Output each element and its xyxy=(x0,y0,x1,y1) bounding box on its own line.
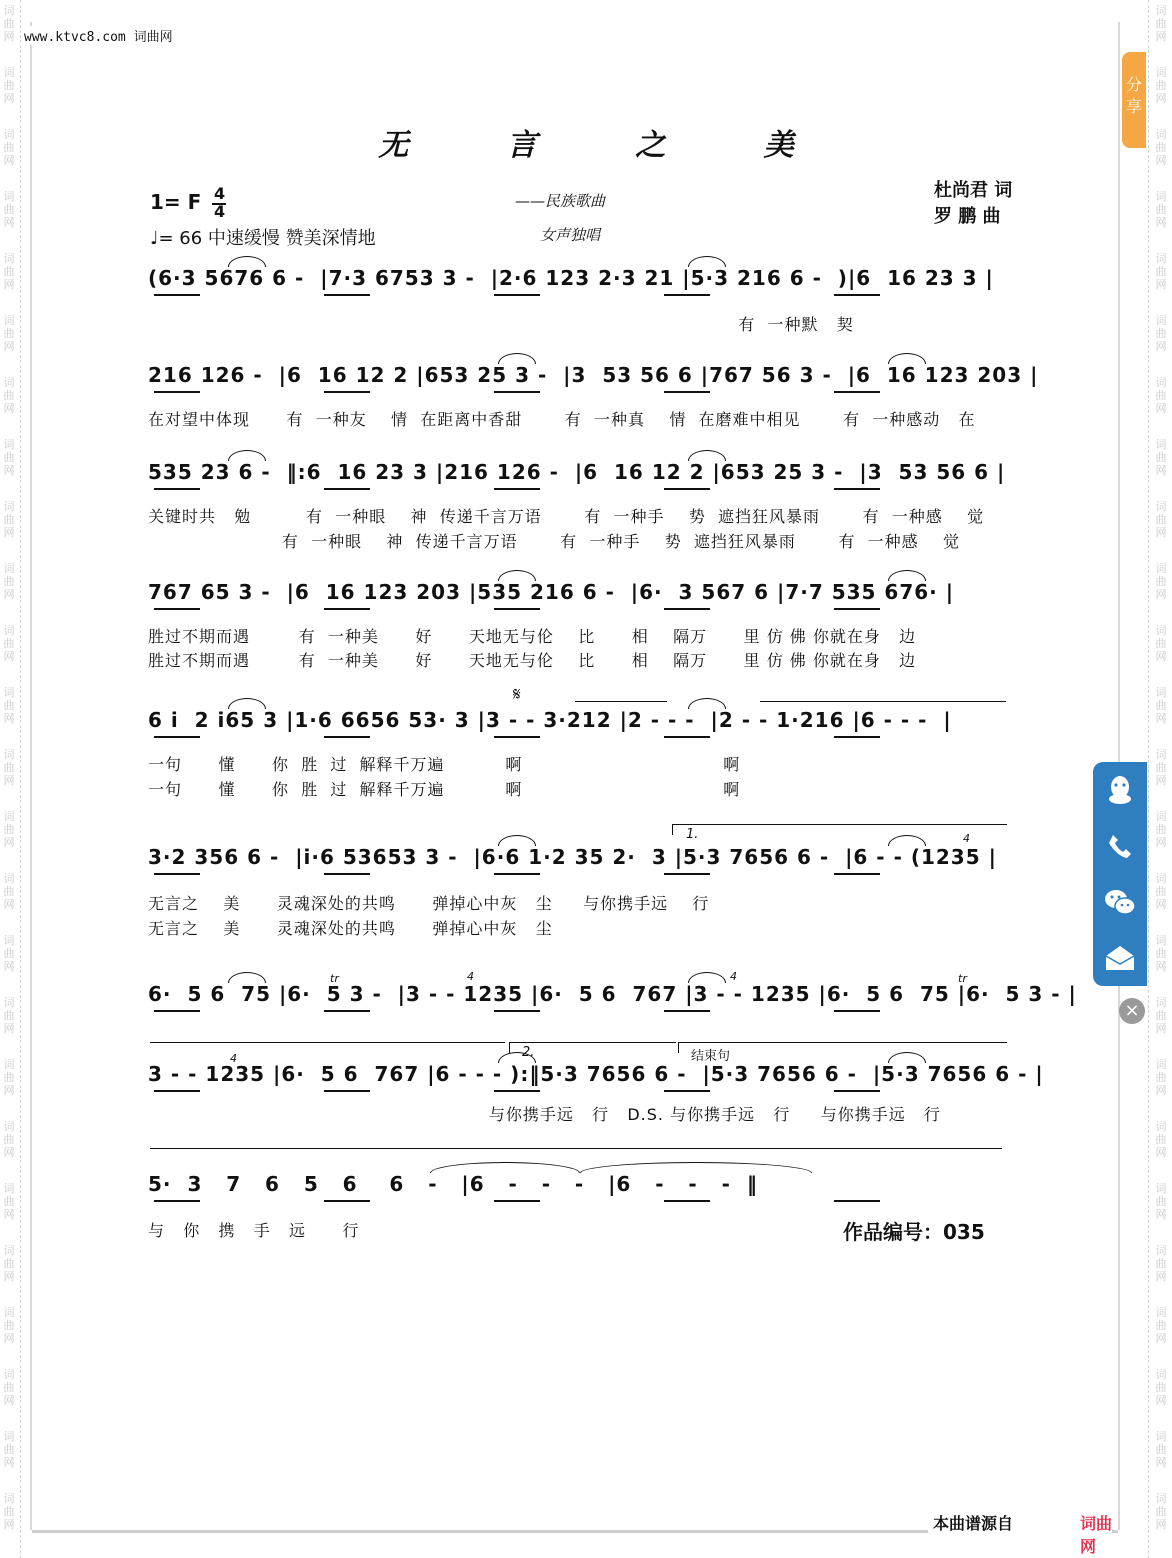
lyric-line: 与 你 携 手 远 行 xyxy=(148,1221,360,1240)
beam-line xyxy=(154,608,200,610)
watermark-glyph-group: 词 曲 网 xyxy=(1155,748,1167,787)
phrase-line xyxy=(575,701,667,702)
beam-line xyxy=(324,488,370,490)
beam-line xyxy=(664,736,710,738)
lyric-line: 无言之 美 灵魂深处的共鸣 弹掉心中灰 尘 xyxy=(148,919,553,938)
mail-share-button[interactable] xyxy=(1093,930,1147,986)
watermark-glyph-group: 词 曲 网 xyxy=(3,128,15,167)
source-footer xyxy=(928,1508,1113,1556)
time-signature-bottom: 4 xyxy=(214,202,226,221)
lyric-line: 有 一种默 契 xyxy=(148,315,854,334)
beam-line xyxy=(494,736,540,738)
watermark-glyph-group: 词 曲 网 xyxy=(3,934,15,973)
beam-line xyxy=(324,391,370,393)
phrase-line xyxy=(150,1148,1002,1149)
composer-credit: 罗 鹏 曲 xyxy=(934,206,1001,227)
beam-line xyxy=(154,1090,200,1092)
beam-line xyxy=(154,294,200,296)
guide-line xyxy=(20,0,21,1558)
watermark-glyph-group: 词 曲 网 xyxy=(3,872,15,911)
beam-line xyxy=(664,608,710,610)
first-ending-bracket xyxy=(672,824,1007,835)
watermark-glyph-group: 词 曲 网 xyxy=(3,438,15,477)
beam-line xyxy=(324,1090,370,1092)
watermark-glyph-group: 词 曲 网 xyxy=(3,1368,15,1407)
beam-line xyxy=(834,1200,880,1202)
watermark-glyph-group: 词 曲 网 xyxy=(3,314,15,353)
watermark-glyph-group: 词 曲 网 xyxy=(3,4,15,43)
watermark-glyph-group: 词 曲 网 xyxy=(3,1058,15,1097)
watermark-glyph-group: 词 曲 网 xyxy=(3,1306,15,1345)
beam-line xyxy=(494,488,540,490)
watermark-glyph-group: 词 曲 网 xyxy=(1155,438,1167,477)
voice-label: 女声独唱 xyxy=(540,226,601,244)
source-prefix: 本曲谱源自 xyxy=(933,1514,1014,1533)
watermark-glyph-group: 词 曲 网 xyxy=(1155,252,1167,291)
beam-line xyxy=(154,1010,200,1012)
beam-line xyxy=(324,873,370,875)
wechat-icon xyxy=(1103,887,1137,917)
beam-line xyxy=(154,736,200,738)
tempo-marking: ♩= 66 中速缓慢 赞美深情地 xyxy=(150,228,376,249)
watermark-glyph-group: 词 曲 网 xyxy=(1155,1244,1167,1283)
watermark-glyph-group: 词 曲 网 xyxy=(1155,1430,1167,1469)
trill-mark: tr xyxy=(330,972,339,985)
watermark-glyph-group: 词 曲 网 xyxy=(3,1430,15,1469)
key-signature: 1= F xyxy=(150,190,202,214)
watermark-glyph-group: 词 曲 网 xyxy=(1155,562,1167,601)
watermark-glyph-group: 词 曲 网 xyxy=(1155,1120,1167,1159)
beam-line xyxy=(664,873,710,875)
watermark-glyph-group: 词 曲 网 xyxy=(1155,934,1167,973)
wechat-share-button[interactable] xyxy=(1093,874,1147,930)
note-line: (6·3 5676 6 - |7·3 6753 3 - |2·6 123 2·3 21 |5·3 216 6 - )|6 16 23 3 | xyxy=(148,266,994,290)
first-ending-label: 1. xyxy=(686,827,699,842)
beam-line xyxy=(494,1200,540,1202)
phrase-line xyxy=(760,701,1006,702)
beam-line xyxy=(494,391,540,393)
beam-line xyxy=(154,391,200,393)
lyricist-credit: 杜尚君 词 xyxy=(934,180,1013,201)
beam-line xyxy=(664,1090,710,1092)
tuplet-mark: 4 xyxy=(963,832,970,845)
watermark-glyph-group: 词 曲 网 xyxy=(1155,1368,1167,1407)
share-label: 分享 xyxy=(1126,75,1143,116)
beam-line xyxy=(154,1200,200,1202)
beam-line xyxy=(664,1200,710,1202)
note-line: 767 65 3 - |6 16 123 203 |535 216 6 - |6· 3 567 6 |7·7 535 676· | xyxy=(148,580,955,604)
lyric-line: 与你携手远 行 D.S. 与你携手远 行 与你携手远 行 xyxy=(148,1105,942,1124)
beam-line xyxy=(324,1200,370,1202)
beam-line xyxy=(834,873,880,875)
beam-line xyxy=(324,736,370,738)
watermark-glyph-group: 词 曲 网 xyxy=(3,1492,15,1531)
watermark-glyph-group: 词 曲 网 xyxy=(3,562,15,601)
beam-line xyxy=(834,488,880,490)
watermark-glyph-group: 词 曲 网 xyxy=(1155,190,1167,229)
beam-line xyxy=(664,391,710,393)
phrase-line xyxy=(150,1042,505,1043)
watermark-glyph-group: 词 曲 网 xyxy=(1155,1058,1167,1097)
qq-share-button[interactable] xyxy=(1093,762,1147,818)
guide-line xyxy=(1148,0,1149,1558)
beam-line xyxy=(494,294,540,296)
share-button[interactable] xyxy=(1122,52,1146,148)
beam-line xyxy=(834,294,880,296)
note-line: 3 - - 1235 |6· 5 6 767 |6 - - - ):‖5·3 7656 6 - |5·3 7656 6 - |5·3 7656 6 - | xyxy=(148,1062,1044,1086)
watermark-glyph-group: 词 曲 网 xyxy=(1155,376,1167,415)
beam-line xyxy=(324,608,370,610)
note-line: 3·2 356 6 - |i·6 53653 3 - |6·6 1·2 35 2· 3 |5·3 7656 6 - |6 - - (1235 | xyxy=(148,845,997,869)
lyric-line: 一句 懂 你 胜 过 解释千万遍 啊 啊 xyxy=(148,755,741,774)
watermark-glyph-group: 词 曲 网 xyxy=(1155,1306,1167,1345)
beam-line xyxy=(834,1010,880,1012)
watermark-glyph-group: 词 曲 网 xyxy=(3,376,15,415)
phone-icon xyxy=(1105,831,1135,861)
social-share-panel xyxy=(1093,762,1147,986)
beam-line xyxy=(494,873,540,875)
watermark-glyph-group: 词 曲 网 xyxy=(3,996,15,1035)
note-line: 535 23 6 - ‖:6 16 23 3 |216 126 - |6 16 12 2 |653 25 3 - |3 53 56 6 | xyxy=(148,460,1006,484)
lyric-line: 无言之 美 灵魂深处的共鸣 弹掉心中灰 尘 与你携手远 行 xyxy=(148,894,710,913)
lyric-line: 胜过不期而遇 有 一种美 好 天地无与伦 比 相 隔万 里 仿 佛 你就在身 边 xyxy=(148,651,917,670)
note-line: 5· 3 7 6 5 6 6 - |6 - - - |6 - - - ‖ xyxy=(148,1172,758,1196)
site-label[interactable]: www.ktvc8.com 词曲网 xyxy=(24,26,173,45)
watermark-glyph-group: 词 曲 网 xyxy=(1155,1492,1167,1531)
watermark-glyph-group: 词 曲 网 xyxy=(3,748,15,787)
time-signature-top: 4 xyxy=(214,184,226,203)
watermark-glyph-group: 词 曲 网 xyxy=(3,686,15,725)
beam-line xyxy=(664,1010,710,1012)
beam-line xyxy=(154,488,200,490)
trill-mark: tr xyxy=(958,972,967,985)
watermark-glyph-group: 词 曲 网 xyxy=(1155,500,1167,539)
song-title: 无 言 之 美 xyxy=(378,128,838,163)
beam-line xyxy=(494,608,540,610)
watermark-glyph-group: 词 曲 网 xyxy=(3,1244,15,1283)
lyric-line: 胜过不期而遇 有 一种美 好 天地无与伦 比 相 隔万 里 仿 佛 你就在身 边 xyxy=(148,627,917,646)
watermark-glyph-group: 词 曲 网 xyxy=(1155,314,1167,353)
lyric-line: 一句 懂 你 胜 过 解释千万遍 啊 啊 xyxy=(148,780,741,799)
close-panel-button[interactable]: × xyxy=(1119,998,1145,1024)
mail-icon xyxy=(1104,944,1136,972)
work-number: 作品编号：035 xyxy=(843,1220,985,1244)
beam-line xyxy=(324,1010,370,1012)
watermark-glyph-group: 词 曲 网 xyxy=(3,252,15,291)
tuplet-mark: 4 xyxy=(730,970,737,983)
watermark-glyph-group: 词 曲 网 xyxy=(3,1120,15,1159)
watermark-glyph-group: 词 曲 网 xyxy=(3,1182,15,1221)
lyric-line: 有 一种眼 神 传递千言万语 有 一种手 势 遮挡狂风暴雨 有 一种感 觉 xyxy=(148,532,960,551)
watermark-glyph-group: 词 曲 网 xyxy=(3,810,15,849)
beam-line xyxy=(324,294,370,296)
watermark-glyph-group: 词 曲 网 xyxy=(1155,66,1167,105)
watermark-glyph-group: 词 曲 网 xyxy=(1155,1182,1167,1221)
watermark-glyph-group: 词 曲 网 xyxy=(3,66,15,105)
segno-sign: 𝄋 xyxy=(513,684,521,705)
beam-line xyxy=(834,608,880,610)
beam-line xyxy=(834,391,880,393)
watermark-glyph-group: 词 曲 网 xyxy=(1155,996,1167,1035)
watermark-glyph-group: 词 曲 网 xyxy=(1155,624,1167,663)
watermark-glyph-group: 词 曲 网 xyxy=(1155,4,1167,43)
qq-icon xyxy=(1105,774,1135,806)
coda-ending-label: 结束句 xyxy=(691,1049,731,1064)
watermark-glyph-group: 词 曲 网 xyxy=(3,190,15,229)
beam-line xyxy=(664,488,710,490)
watermark-glyph-group: 词 曲 网 xyxy=(1155,686,1167,725)
source-site-link[interactable]: 词曲网 xyxy=(1080,1514,1113,1556)
lyric-line: 关键时共 勉 有 一种眼 神 传递千言万语 有 一种手 势 遮挡狂风暴雨 有 一种感 觉 xyxy=(148,507,985,526)
beam-line xyxy=(834,736,880,738)
beam-line xyxy=(494,1010,540,1012)
beam-line xyxy=(664,294,710,296)
watermark-column-left xyxy=(0,0,18,1558)
beam-line xyxy=(494,1090,540,1092)
beam-line xyxy=(834,1090,880,1092)
second-ending-label: 2. xyxy=(522,1045,535,1060)
note-line: 216 126 - |6 16 12 2 |653 25 3 - |3 53 56 6 |767 56 3 - |6 16 123 203 | xyxy=(148,363,1039,387)
note-line: 6 i 2 i65 3 |1·6 6656 53· 3 |3 - - 3·212 |2 - - - |2 - - 1·216 |6 - - - | xyxy=(148,708,952,732)
watermark-column-right xyxy=(1152,0,1170,1558)
watermark-glyph-group: 词 曲 网 xyxy=(1155,872,1167,911)
lyric-line: 在对望中体现 有 一种友 情 在距离中香甜 有 一种真 情 在磨难中相见 有 一种感动 在 xyxy=(148,410,976,429)
phone-share-button[interactable] xyxy=(1093,818,1147,874)
watermark-glyph-group: 词 曲 网 xyxy=(3,500,15,539)
tuplet-mark: 4 xyxy=(467,970,474,983)
watermark-glyph-group: 词 曲 网 xyxy=(1155,128,1167,167)
watermark-glyph-group: 词 曲 网 xyxy=(1155,810,1167,849)
genre-label: ——民族歌曲 xyxy=(515,192,606,210)
beam-line xyxy=(154,873,200,875)
note-line: 6· 5 6 75 |6· 5 3 - |3 - - 1235 |6· 5 6 767 |3 - - 1235 |6· 5 6 75 |6· 5 3 - | xyxy=(148,982,1077,1006)
tuplet-mark: 4 xyxy=(230,1052,237,1065)
watermark-glyph-group: 词 曲 网 xyxy=(3,624,15,663)
